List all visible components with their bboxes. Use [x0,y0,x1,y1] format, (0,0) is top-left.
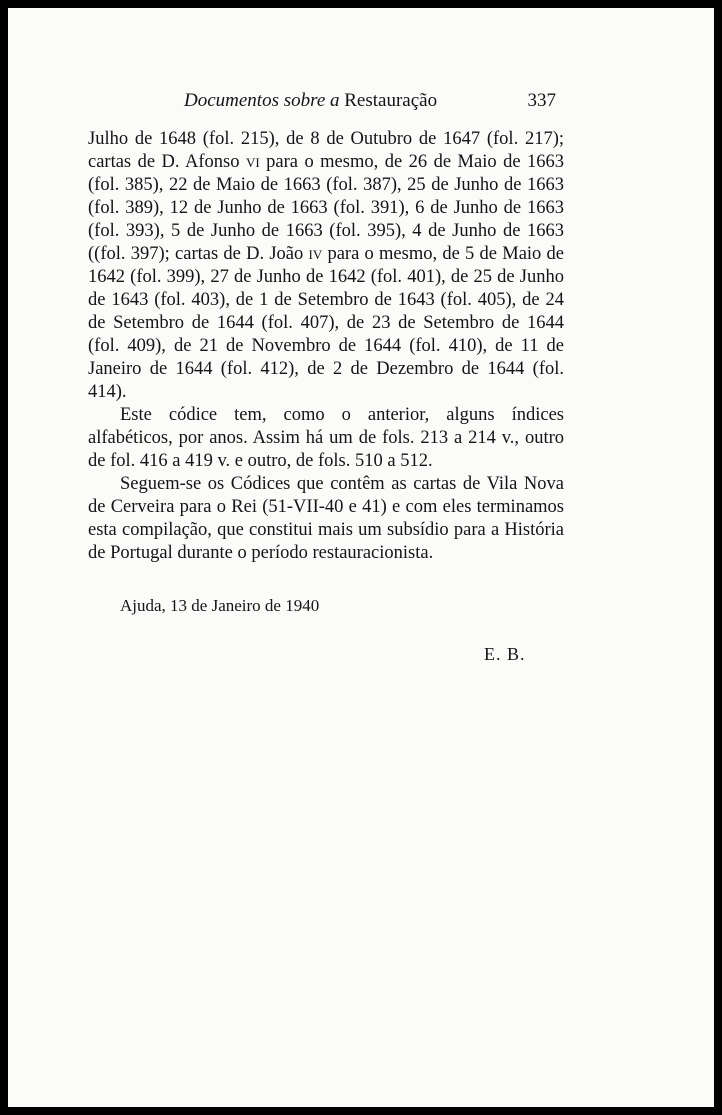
paragraph-1-part-3: para o mesmo, de 5 de Maio de 1642 (fol. 399), 27 de Junho de 1642 (fol. 401), de 25 de Junho de 1643 (fol. 403), de 1 de Setembro de 1643 (fol. 405), de 24 de Setembro de 1644 (fol. 407), de 23 de Setembro de 1644 (fol. 409), de 21 de Novembro de 1644 (fol. 410), de 11 de Janeiro de 1644 (fol. 412), de 2 de Dezembro de 1644 (fol. 414). [88,244,564,402]
paragraph-3: Seguem-se os Códices que contêm as cartas de Vila Nova de Cerveira para o Rei (51-VII-40 e 41) e com eles terminamos esta compilação, que constitui mais um subsídio para a História de Portugal durante o período restauracionista. [88,474,564,563]
paragraph-1-part-1: Julho de 1648 (fol. 215), de 8 de Outubro de 1647 (fol. 217); cartas de D. Afonso [88,129,564,172]
page-number: 337 [527,90,556,111]
running-title [184,90,437,112]
running-title-roman: Restauração [344,90,438,111]
document-page [8,8,714,1107]
paragraph-1-part-2: para o mesmo, de 26 de Maio de 1663 (fol. 385), 22 de Maio de 1663 (fol. 387), 25 de Junho de 1663 (fol. 389), 12 de Junho de 1663 (fol. 391), 6 de Junho de 1663 (fol. 393), 5 de Junho de 1663 (fol. 395), 4 de Junho de 1663 ((fol. 397); cartas de D. João [88,152,565,264]
running-title-italic: Documentos sobre a [184,90,340,111]
place-and-date: Ajuda, 13 de Janeiro de 1940 [120,596,320,615]
regnal-numeral-2: iv [308,244,323,264]
regnal-numeral-1: vi [245,152,260,172]
running-header [184,90,556,116]
paragraph-2: Este códice tem, como o anterior, alguns índices alfabéticos, por anos. Assim há um de fols. 213 a 214 v., outro de fol. 416 a 419 v. e outro, de fols. 510 a 512. [88,405,564,471]
body-text [88,128,564,565]
signature-initials: E. B. [484,644,526,664]
paragraph-1 [88,128,564,404]
